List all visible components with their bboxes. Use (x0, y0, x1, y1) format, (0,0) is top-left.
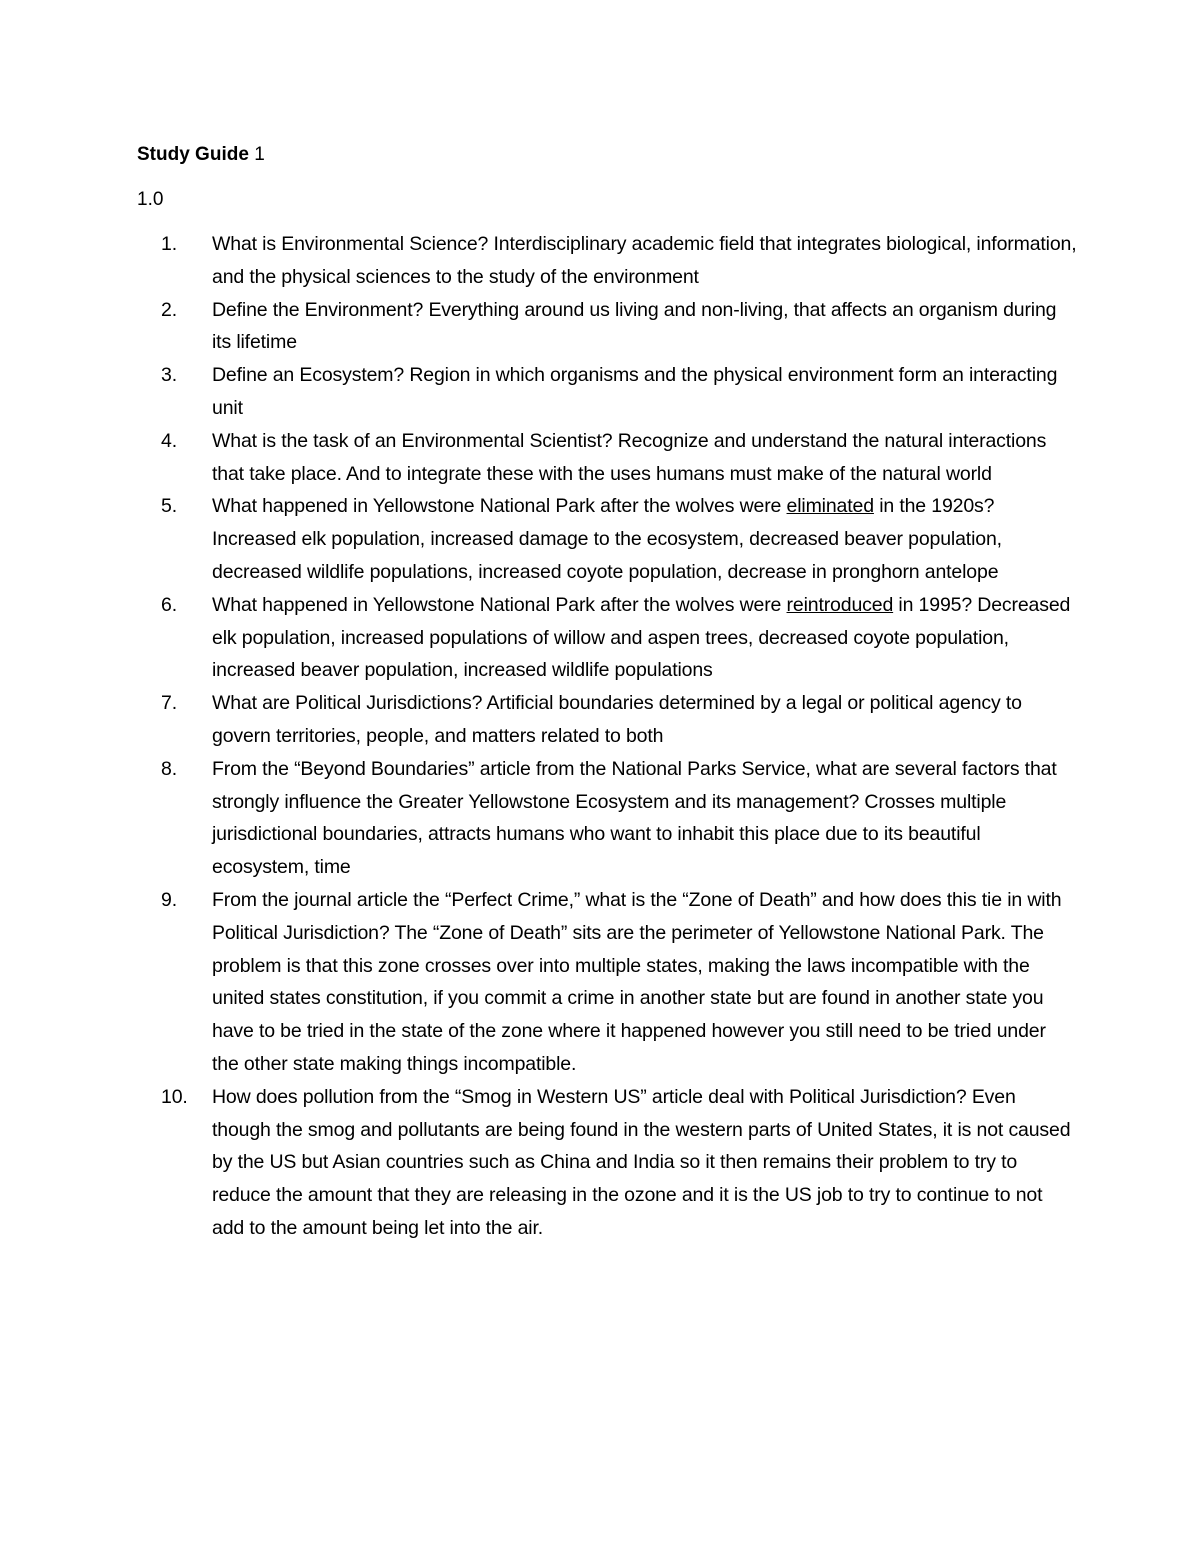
section-label: 1.0 (137, 189, 164, 210)
list-item (137, 687, 1077, 753)
document-page (137, 138, 1077, 1245)
item-number: 9. (161, 888, 177, 911)
list-item (137, 1081, 1077, 1245)
item-number: 3. (161, 364, 177, 387)
item-number: 1. (161, 233, 177, 255)
item-number: 2. (161, 298, 177, 321)
list-item (137, 425, 1077, 491)
item-text-before: What happened in Yellowstone National Park after the wolves were (212, 593, 787, 616)
item-text: Define an Ecosystem? Region in which organisms and the physical environment form an interacting unit (212, 364, 1058, 419)
item-number: 10. (161, 1085, 188, 1108)
item-text-after: in the 1920s? Increased elk population, increased damage to the ecosystem, decreased beaver population, decreased wildlife populations, increased coyote population, decrease in pronghorn antelope (212, 495, 1002, 583)
list-item (137, 884, 1077, 1081)
item-number: 7. (161, 692, 177, 715)
item-text: What are Political Jurisdictions? Artificial boundaries determined by a legal or political agency to govern territories, people, and matters related to both (212, 692, 1022, 747)
list-item (137, 359, 1077, 425)
item-text-after: in 1995? Decreased elk population, increased populations of willow and aspen trees, decreased coyote population, increased beaver population, increased wildlife populations (212, 593, 1071, 682)
list-item (137, 228, 1077, 294)
item-text: What is the task of an Environmental Scientist? Recognize and understand the natural interactions that take place. And to integrate these with the uses humans must make of the natural world (212, 429, 1047, 485)
question-list (137, 228, 1077, 1245)
underlined-term: eliminated (786, 495, 874, 518)
document-title-text: Study Guide (137, 144, 249, 165)
item-number: 8. (161, 757, 177, 780)
underlined-term: reintroduced (786, 593, 894, 616)
item-text: From the “Beyond Boundaries” article from the National Parks Service, what are several factors that strongly influence the Greater Yellowstone Ecosystem and its management? Crosses multiple jurisdictional boundaries, attracts humans who want to inhabit this place due to its beautiful ecosystem, time (212, 757, 1057, 879)
document-title (137, 138, 1077, 171)
item-number: 6. (161, 593, 177, 616)
item-text: Define the Environment? Everything around us living and non-living, that affects an organism during its lifetime (212, 298, 1057, 354)
item-text-before: What happened in Yellowstone National Park after the wolves were (212, 495, 787, 518)
list-item (137, 589, 1077, 687)
item-text: What is Environmental Science? Interdisciplinary academic field that integrates biological, information, and the physical sciences to the study of the environment (212, 233, 1077, 288)
list-item (137, 294, 1077, 360)
list-item (137, 753, 1077, 884)
item-number: 4. (161, 429, 177, 452)
list-item (137, 490, 1077, 588)
item-text: How does pollution from the “Smog in Western US” article deal with Political Jurisdiction? Even though the smog and pollutants are being found in the western parts of United States, it is not caused by the US but Asian countries such as China and India so it then remains their problem to try to reduce the amount that they are releasing in the ozone and it is the US job to try to continue to not add to the amount being let into the air. (212, 1085, 1071, 1239)
item-text: From the journal article the “Perfect Crime,” what is the “Zone of Death” and how does this tie in with Political Jurisdiction? The “Zone of Death” sits are the perimeter of Yellowstone National Park. The problem is that this zone crosses over into multiple states, making the laws incompatible with the united states constitution, if you commit a crime in another state but are found in another state you have to be tried in the state of the zone where it happened however you still need to be tried under the other state making things incompatible. (212, 888, 1062, 1075)
item-number: 5. (161, 495, 177, 518)
document-title-number: 1 (254, 144, 265, 165)
